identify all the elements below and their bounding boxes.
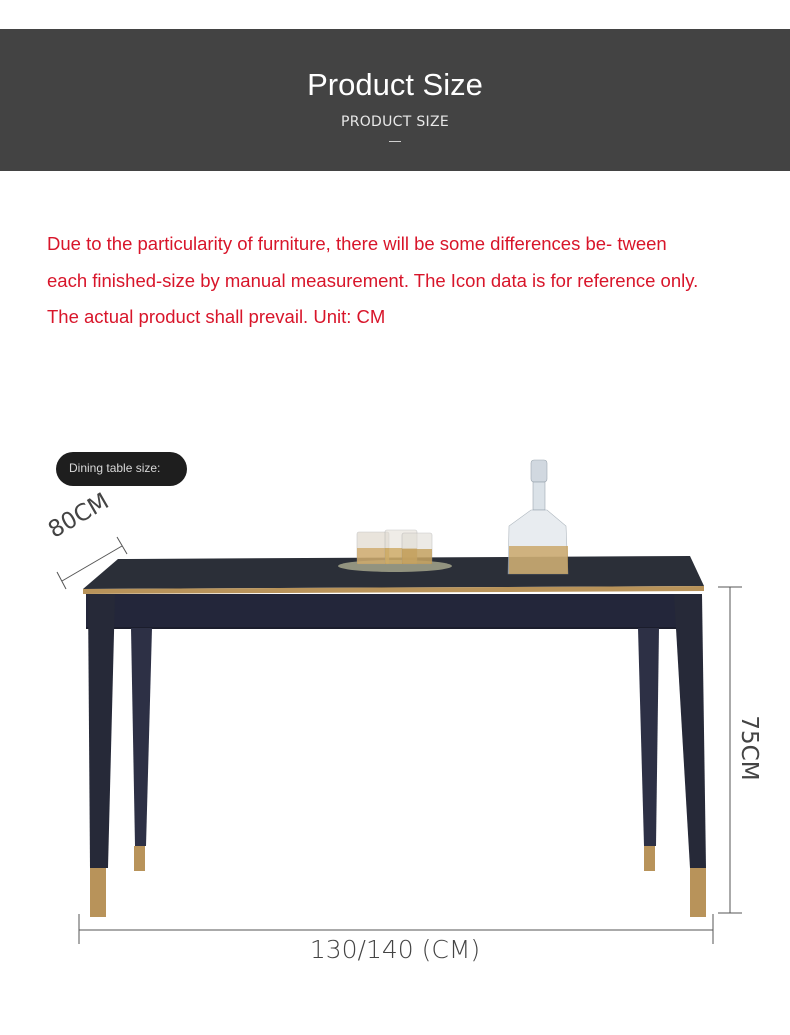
depth-label: 80CM xyxy=(44,488,114,544)
back-legs xyxy=(131,628,659,871)
width-label: 130/140 (CM) xyxy=(309,935,481,964)
front-legs xyxy=(88,594,706,917)
product-label-badge: Dining table size: xyxy=(56,452,187,486)
glasses-tray xyxy=(338,530,452,572)
title-divider xyxy=(389,141,401,142)
page-title: Product Size xyxy=(307,67,483,102)
header-banner xyxy=(0,29,790,171)
measurement-notice: Due to the particularity of furniture, there will be some differences be- tween each finished-size by manual measurement. The Icon data is for reference only. The actual product shall prevail. Unit: CM xyxy=(47,233,699,327)
page-subtitle: PRODUCT SIZE xyxy=(340,114,450,130)
height-label: 75CM xyxy=(736,715,762,781)
decanter xyxy=(508,460,568,574)
